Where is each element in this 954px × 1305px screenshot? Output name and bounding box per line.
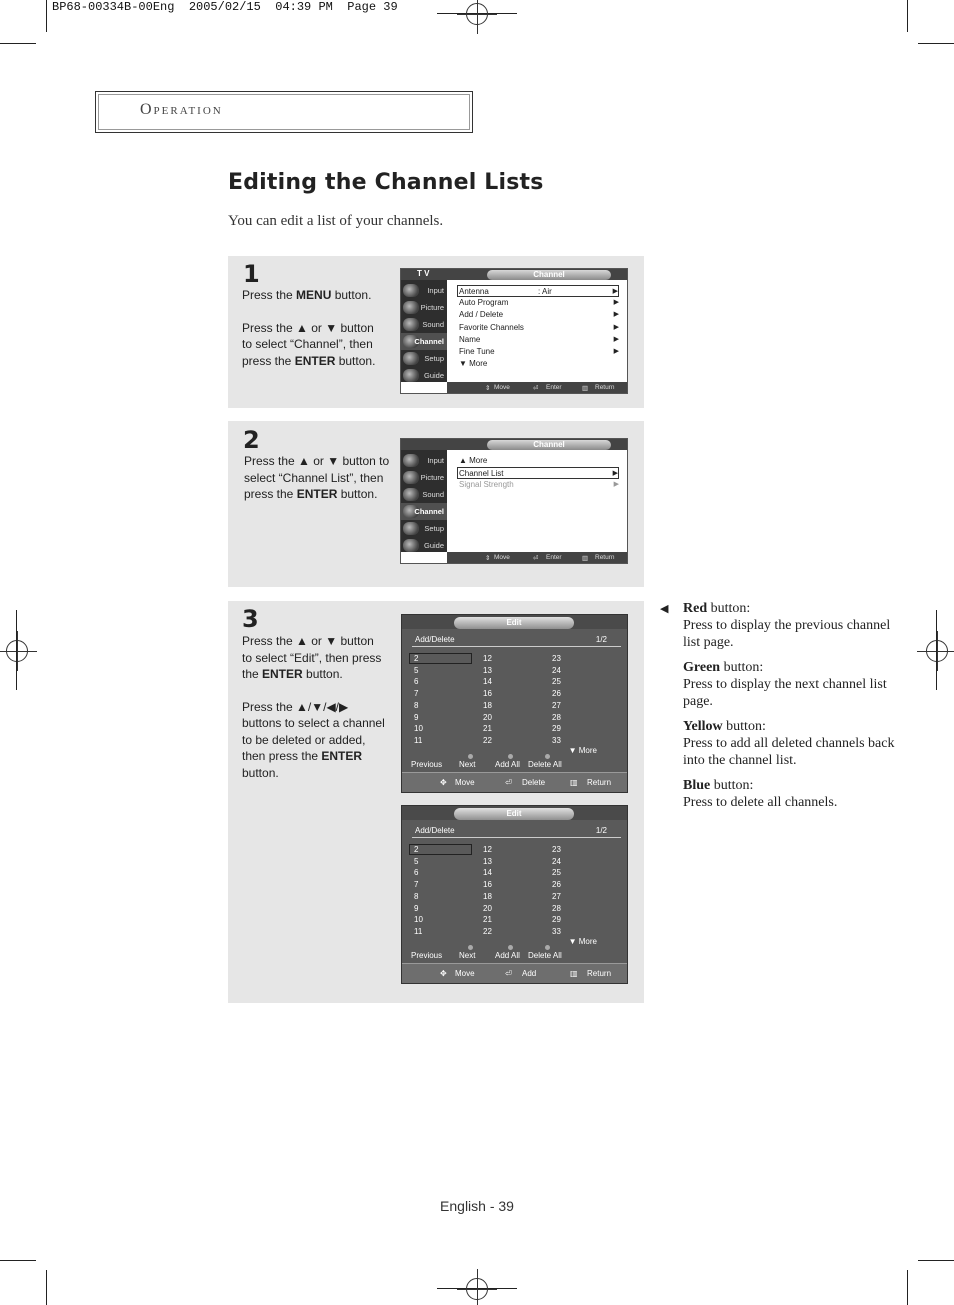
crop-mark bbox=[907, 0, 908, 32]
step-instructions bbox=[244, 453, 392, 519]
channel-number: 20 bbox=[483, 903, 492, 913]
help-enter: Enter bbox=[546, 554, 562, 561]
channel-number: 14 bbox=[483, 677, 492, 687]
sound-icon bbox=[403, 318, 419, 331]
channel-number: 5 bbox=[414, 665, 419, 675]
note-green: Green button: Press to display the next channel list page. bbox=[683, 660, 887, 709]
crop-mark bbox=[918, 1260, 954, 1261]
sidebar-item-picture: Picture bbox=[401, 299, 447, 316]
channel-number: 9 bbox=[414, 712, 419, 722]
channel-number: 8 bbox=[414, 891, 419, 901]
step-instructions bbox=[242, 633, 387, 797]
channel-number: 10 bbox=[414, 915, 423, 925]
sidebar-item-guide: Guide bbox=[401, 367, 447, 384]
channel-number: 6 bbox=[414, 868, 419, 878]
registration-mark bbox=[6, 640, 28, 662]
channel-number: 16 bbox=[483, 880, 492, 890]
move-icon: ⇕ bbox=[485, 555, 491, 562]
menu-item-signal-strength: Signal Strength ▶ bbox=[459, 480, 619, 490]
channel-number: 28 bbox=[552, 712, 561, 722]
menu-item-more-up: ▲ More bbox=[459, 456, 488, 465]
channel-number: 20 bbox=[483, 712, 492, 722]
menu-sidebar bbox=[401, 280, 447, 382]
menu-sidebar bbox=[401, 450, 447, 552]
help-enter: Enter bbox=[546, 384, 562, 391]
channel-number: 25 bbox=[552, 868, 561, 878]
enter-icon: ⏎ bbox=[533, 555, 539, 562]
menu-list bbox=[459, 285, 619, 370]
channel-number: 12 bbox=[483, 845, 492, 854]
channel-number: 23 bbox=[552, 654, 561, 663]
move-icon: ✥ bbox=[440, 778, 447, 787]
channel-column-2 bbox=[483, 844, 492, 938]
instruction-line: Press the ▲ or ▼ button to select “Channel List”, then press the ENTER button. bbox=[244, 454, 390, 501]
divider bbox=[412, 837, 621, 838]
channel-number: 18 bbox=[483, 891, 492, 901]
sidebar-item-sound: Sound bbox=[401, 486, 447, 503]
yellow-dot bbox=[545, 945, 550, 950]
step-instructions bbox=[242, 287, 387, 385]
red-dot bbox=[468, 945, 473, 950]
channel-number: 22 bbox=[483, 926, 492, 936]
page-footer: English - 39 bbox=[440, 1198, 514, 1214]
channel-number: 23 bbox=[552, 845, 561, 854]
enter-icon: ⏎ bbox=[533, 385, 539, 392]
delete-all-label: Delete All bbox=[528, 951, 562, 960]
help-action: Add bbox=[522, 969, 537, 978]
help-move: Move bbox=[494, 554, 510, 561]
sidebar-item-input: Input bbox=[401, 282, 447, 299]
channel-number: 7 bbox=[414, 880, 419, 890]
page-indicator: 1/2 bbox=[595, 635, 607, 644]
green-dot bbox=[508, 945, 513, 950]
channel-number: 12 bbox=[483, 654, 492, 663]
note-blue: Blue button: Press to delete all channels. bbox=[683, 778, 838, 810]
crop-mark bbox=[0, 43, 36, 44]
menu-item-channel-list: Channel List ▶ bbox=[459, 469, 618, 479]
return-icon: ▥ bbox=[570, 969, 578, 978]
note-yellow: Yellow button: Press to add all deleted channels back into the channel list. bbox=[683, 719, 895, 768]
divider bbox=[412, 646, 621, 647]
channel-number: 2 bbox=[414, 845, 419, 854]
step-number: 2 bbox=[243, 426, 260, 454]
add-all-label: Add All bbox=[495, 951, 520, 960]
menu-item-add-delete: Add / Delete ▶ bbox=[459, 310, 619, 320]
registration-mark bbox=[926, 640, 948, 662]
edit-help-bar bbox=[402, 772, 627, 792]
help-move: Move bbox=[455, 969, 475, 978]
guide-icon bbox=[403, 539, 419, 552]
tv-label: T V bbox=[417, 269, 430, 278]
menu-item-favorite-channels: Favorite Channels ▶ bbox=[459, 322, 619, 332]
instruction-line: Press the ▲ or ▼ button to select “Channel”, then press the ENTER button. bbox=[242, 320, 376, 368]
picture-icon bbox=[403, 471, 419, 484]
red-dot bbox=[468, 754, 473, 759]
setup-icon bbox=[403, 522, 419, 535]
channel-number: 24 bbox=[552, 856, 561, 866]
enter-icon: ⏎ bbox=[505, 969, 512, 978]
edit-subtitle: Add/Delete 1/2 bbox=[415, 826, 607, 835]
return-icon: ▥ bbox=[582, 385, 589, 392]
edit-title-bar bbox=[402, 806, 627, 820]
arrow-right-icon: ▶ bbox=[612, 288, 618, 295]
color-button-notes bbox=[660, 600, 900, 819]
sidebar-item-guide: Guide bbox=[401, 537, 447, 554]
crop-mark bbox=[16, 610, 17, 690]
channel-number: 26 bbox=[552, 689, 561, 699]
channel-number: 21 bbox=[483, 915, 492, 925]
channel-number: 27 bbox=[552, 700, 561, 710]
help-action: Delete bbox=[522, 778, 546, 787]
tv-menu-screen bbox=[400, 268, 628, 394]
sidebar-item-input: Input bbox=[401, 452, 447, 469]
page-indicator: 1/2 bbox=[595, 826, 607, 835]
channel-number: 13 bbox=[483, 665, 492, 675]
tv-menu-screen bbox=[400, 438, 628, 564]
section-title: Operation bbox=[140, 101, 223, 118]
channel-column-2 bbox=[483, 653, 492, 747]
channel-number: 33 bbox=[552, 735, 561, 745]
crop-mark bbox=[0, 1260, 36, 1261]
crop-mark bbox=[46, 1270, 47, 1305]
channel-number: 11 bbox=[414, 926, 423, 936]
registration-mark bbox=[466, 3, 488, 25]
picture-icon bbox=[403, 301, 419, 314]
channel-number: 29 bbox=[552, 915, 561, 925]
setup-icon bbox=[403, 352, 419, 365]
channel-number: 6 bbox=[414, 677, 419, 687]
help-return: Return bbox=[587, 778, 612, 787]
menu-title-bar bbox=[401, 269, 627, 280]
menu-item-more: ▼ More bbox=[459, 359, 488, 369]
previous-label: Previous bbox=[411, 760, 443, 769]
sidebar-item-picture: Picture bbox=[401, 469, 447, 486]
channel-number: 8 bbox=[414, 700, 419, 710]
edit-screen-add bbox=[401, 805, 628, 984]
crop-mark bbox=[46, 0, 47, 32]
channel-number: 22 bbox=[483, 735, 492, 745]
instruction-line: Press the ▲/▼/◀/▶ buttons to select a channel to be deleted or added, then press the ENTER button. bbox=[242, 699, 385, 780]
arrow-right-icon: ▶ bbox=[613, 299, 619, 307]
guide-icon bbox=[403, 369, 419, 382]
step-number: 1 bbox=[243, 260, 260, 288]
enter-icon: ⏎ bbox=[505, 778, 512, 787]
channel-column-3 bbox=[552, 844, 561, 938]
yellow-dot bbox=[545, 754, 550, 759]
edit-tab: Edit bbox=[454, 808, 574, 820]
help-return: Return bbox=[595, 554, 615, 561]
channel-number: 25 bbox=[552, 677, 561, 687]
menu-list bbox=[459, 455, 619, 492]
menu-item-name: Name ▶ bbox=[459, 334, 619, 344]
crop-mark bbox=[918, 43, 954, 44]
channel-column-3 bbox=[552, 653, 561, 747]
channel-number: 9 bbox=[414, 903, 419, 913]
sidebar-item-setup: Setup bbox=[401, 350, 447, 367]
arrow-right-icon: ▶ bbox=[613, 347, 619, 355]
channel-number: 5 bbox=[414, 856, 419, 866]
menu-item-antenna: Antenna : Air ▶ bbox=[459, 287, 618, 296]
page-title: Editing the Channel Lists bbox=[228, 170, 544, 195]
channel-number: 16 bbox=[483, 689, 492, 699]
channel-number: 24 bbox=[552, 665, 561, 675]
menu-item-fine-tune: Fine Tune ▶ bbox=[459, 346, 619, 356]
channel-number: 7 bbox=[414, 689, 419, 699]
channel-column-1 bbox=[414, 653, 423, 747]
channel-number: 2 bbox=[414, 654, 419, 663]
arrow-right-icon: ▶ bbox=[613, 311, 619, 319]
instruction-line: Press the MENU button. bbox=[242, 288, 372, 302]
edit-subtitle: Add/Delete 1/2 bbox=[415, 635, 607, 644]
note-marker-icon: ◀ bbox=[660, 603, 669, 615]
sidebar-item-channel: Channel bbox=[401, 333, 447, 350]
channel-number: 14 bbox=[483, 868, 492, 878]
delete-all-label: Delete All bbox=[528, 760, 562, 769]
edit-tab: Edit bbox=[454, 617, 574, 629]
edit-screen-delete bbox=[401, 614, 628, 793]
arrow-right-icon: ▶ bbox=[613, 481, 619, 489]
print-slug: BP68-00334B-00Eng 2005/02/15 04:39 PM Page 39 bbox=[52, 0, 398, 14]
intro-text: You can edit a list of your channels. bbox=[228, 213, 444, 229]
return-icon: ▥ bbox=[570, 778, 578, 787]
sidebar-item-sound: Sound bbox=[401, 316, 447, 333]
menu-item-auto-program: Auto Program ▶ bbox=[459, 298, 619, 308]
menu-tab: Channel bbox=[487, 270, 611, 280]
menu-help-bar bbox=[447, 382, 627, 393]
more-indicator: ▼ More bbox=[568, 746, 597, 755]
crop-mark bbox=[907, 1270, 908, 1305]
channel-number: 29 bbox=[552, 724, 561, 734]
help-move: Move bbox=[455, 778, 475, 787]
channel-number: 21 bbox=[483, 724, 492, 734]
return-icon: ▥ bbox=[582, 555, 589, 562]
sound-icon bbox=[403, 488, 419, 501]
arrow-right-icon: ▶ bbox=[613, 335, 619, 343]
registration-mark bbox=[466, 1278, 488, 1300]
channel-column-1 bbox=[414, 844, 423, 938]
channel-number: 13 bbox=[483, 856, 492, 866]
help-move: Move bbox=[494, 384, 510, 391]
note-red: Red button: Press to display the previous channel list page. bbox=[683, 601, 891, 650]
channel-number: 10 bbox=[414, 724, 423, 734]
edit-title-bar bbox=[402, 615, 627, 629]
help-return: Return bbox=[595, 384, 615, 391]
arrow-right-icon: ▶ bbox=[613, 323, 619, 331]
add-all-label: Add All bbox=[495, 760, 520, 769]
previous-label: Previous bbox=[411, 951, 443, 960]
channel-number: 18 bbox=[483, 700, 492, 710]
next-label: Next bbox=[459, 760, 476, 769]
sidebar-item-channel: Channel bbox=[401, 503, 447, 520]
crop-mark bbox=[936, 610, 937, 690]
edit-help-bar bbox=[402, 963, 627, 983]
channel-number: 26 bbox=[552, 880, 561, 890]
move-icon: ⇕ bbox=[485, 385, 491, 392]
input-icon bbox=[403, 284, 419, 297]
move-icon: ✥ bbox=[440, 969, 447, 978]
more-indicator: ▼ More bbox=[568, 937, 597, 946]
arrow-right-icon: ▶ bbox=[612, 470, 618, 478]
instruction-line: Press the ▲ or ▼ button to select “Edit”, then press the ENTER button. bbox=[242, 634, 382, 681]
help-return: Return bbox=[587, 969, 612, 978]
green-dot bbox=[508, 754, 513, 759]
channel-number: 28 bbox=[552, 903, 561, 913]
channel-number: 33 bbox=[552, 926, 561, 936]
channel-number: 11 bbox=[414, 735, 423, 745]
menu-tab: Channel bbox=[487, 440, 611, 450]
menu-help-bar bbox=[447, 552, 627, 563]
next-label: Next bbox=[459, 951, 476, 960]
sidebar-item-setup: Setup bbox=[401, 520, 447, 537]
menu-title-bar bbox=[401, 439, 627, 450]
step-number: 3 bbox=[242, 605, 259, 633]
input-icon bbox=[403, 454, 419, 467]
channel-number: 27 bbox=[552, 891, 561, 901]
